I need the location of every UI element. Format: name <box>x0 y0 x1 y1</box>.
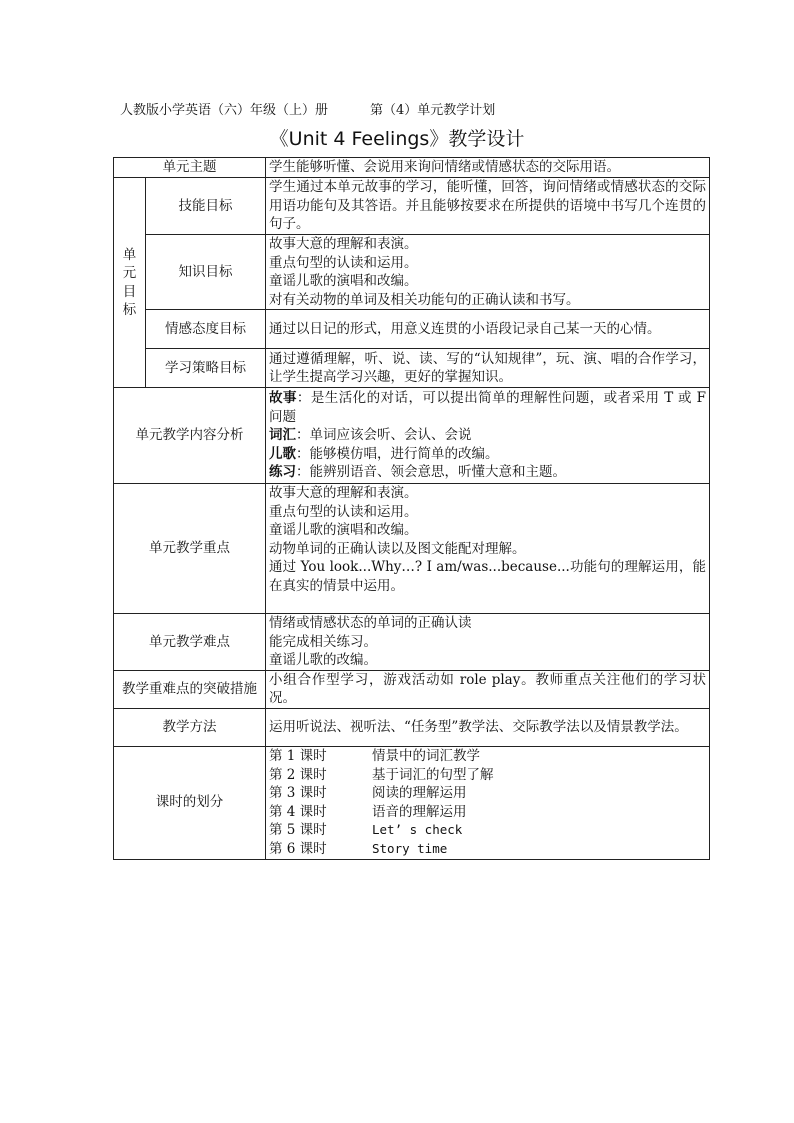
analysis-term: 故事 <box>269 390 297 407</box>
schedule-label: 课时的划分 <box>114 746 266 859</box>
row-knowledge-goal <box>114 235 710 310</box>
skill-goal-label: 技能目标 <box>146 178 266 235</box>
goal-char: 元 <box>122 265 137 281</box>
theme-content: 学生能够听懂、会说用来询问情绪或情感状态的交际用语。 <box>266 158 710 178</box>
analysis-item <box>269 426 706 445</box>
theme-label: 单元主题 <box>114 158 266 178</box>
knowledge-line: 故事大意的理解和表演。 <box>269 236 418 252</box>
key-point-line: 故事大意的理解和表演。 <box>269 485 418 501</box>
row-breakthrough <box>114 670 710 708</box>
analysis-item <box>269 463 706 482</box>
lesson-number: 第 6 课时 <box>269 840 327 857</box>
lesson-topic: 阅读的理解运用 <box>372 785 467 801</box>
knowledge-line: 童谣儿歌的演唱和改编。 <box>269 273 418 289</box>
difficulty-line: 童谣儿歌的改编。 <box>269 652 377 668</box>
strategy-goal-content: 通过遵循理解，听、说、读、写的“认知规律”，玩、演、唱的合作学习，让学生提高学习兴趣，更好的掌握知识。 <box>266 349 710 388</box>
row-key-points <box>114 484 710 614</box>
analysis-term: 儿歌 <box>269 445 296 462</box>
difficulty-line: 情绪或情感状态的单词的正确认读 <box>269 615 472 631</box>
analysis-text: ：是生活化的对话，可以提出简单的理解性问题，或者采用 T 或 F 问题 <box>269 390 706 425</box>
header-left: 人教版小学英语（六）年级（上）册 <box>120 103 329 118</box>
difficulties-label: 单元教学难点 <box>114 614 266 671</box>
analysis-content <box>266 388 710 484</box>
methods-label: 教学方法 <box>114 708 266 746</box>
lesson-item <box>269 803 706 822</box>
analysis-text: ：能够模仿唱，进行简单的改编。 <box>296 445 499 462</box>
row-theme <box>114 158 710 178</box>
key-point-line: 童谣儿歌的演唱和改编。 <box>269 522 418 538</box>
emotion-goal-label: 情感态度目标 <box>146 310 266 349</box>
key-point-line: 通过 You look...Why…? I am/was...because...功能句的理解运用，能在真实的情景中运用。 <box>269 559 706 594</box>
goal-char: 单 <box>122 246 137 263</box>
row-skill-goal <box>114 178 710 235</box>
row-content-analysis <box>114 388 710 484</box>
knowledge-line: 重点句型的认读和运用。 <box>269 254 418 271</box>
lesson-item <box>269 840 706 859</box>
lesson-topic: 情景中的词汇教学 <box>372 748 480 764</box>
lesson-number: 第 5 课时 <box>269 822 327 838</box>
goal-char: 目 <box>122 283 137 300</box>
key-points-label: 单元教学重点 <box>114 484 266 614</box>
lesson-number: 第 2 课时 <box>269 766 327 783</box>
lesson-item <box>269 784 706 803</box>
lesson-topic: Story time <box>372 840 448 856</box>
lesson-item <box>269 821 706 840</box>
row-strategy-goal <box>114 349 710 388</box>
key-point-line: 动物单词的正确认读以及图文能配对理解。 <box>269 540 526 557</box>
analysis-term: 词汇 <box>269 427 296 444</box>
strategy-goal-label: 学习策略目标 <box>146 349 266 388</box>
difficulty-line: 能完成相关练习。 <box>269 633 377 650</box>
document-header <box>120 99 495 118</box>
emotion-goal-content: 通过以日记的形式，用意义连贯的小语段记录自己某一天的心情。 <box>266 310 710 349</box>
lesson-number: 第 3 课时 <box>269 785 327 801</box>
header-right: 第（4）单元教学计划 <box>370 103 496 118</box>
key-point-line: 重点句型的认读和运用。 <box>269 503 418 520</box>
row-schedule <box>114 746 710 859</box>
page-title: 《Unit 4 Feelings》教学设计 <box>269 128 525 150</box>
analysis-label: 单元教学内容分析 <box>114 388 266 484</box>
row-methods <box>114 708 710 746</box>
lesson-topic: 基于词汇的句型了解 <box>372 766 494 783</box>
key-points-content <box>266 484 710 614</box>
difficulties-content <box>266 614 710 671</box>
analysis-term: 练习 <box>269 464 296 481</box>
lesson-number: 第 4 课时 <box>269 803 327 820</box>
unit-goals-group-label <box>114 178 146 388</box>
lesson-item <box>269 766 706 785</box>
knowledge-line: 对有关动物的单词及相关功能句的正确认读和书写。 <box>269 291 580 308</box>
analysis-text: ：能辨别语音、领会意思，听懂大意和主题。 <box>296 464 566 481</box>
teaching-plan-table <box>113 157 710 860</box>
analysis-item <box>269 445 706 464</box>
lesson-topic: 语音的理解运用 <box>372 803 467 820</box>
skill-goal-content: 学生通过本单元故事的学习，能听懂，回答，询问情绪或情感状态的交际用语功能句及其答语。并且能够按要求在所提供的语境中书写几个连贯的句子。 <box>266 178 710 235</box>
lesson-topic: Let’ s check <box>372 822 463 837</box>
row-difficulties <box>114 614 710 671</box>
breakthrough-label: 教学重难点的突破措施 <box>114 670 266 708</box>
row-emotion-goal <box>114 310 710 349</box>
lesson-item <box>269 747 706 766</box>
analysis-item <box>269 389 706 426</box>
knowledge-goal-content <box>266 235 710 310</box>
goal-char: 标 <box>122 302 137 318</box>
methods-content: 运用听说法、视听法、“任务型”教学法、交际教学法以及情景教学法。 <box>266 708 710 746</box>
knowledge-goal-label: 知识目标 <box>146 235 266 310</box>
schedule-content <box>266 746 710 859</box>
analysis-text: ：单词应该会听、会认、会说 <box>296 427 472 444</box>
breakthrough-content: 小组合作型学习，游戏活动如 role play。教师重点关注他们的学习状况。 <box>266 670 710 708</box>
lesson-number: 第 1 课时 <box>269 748 327 764</box>
